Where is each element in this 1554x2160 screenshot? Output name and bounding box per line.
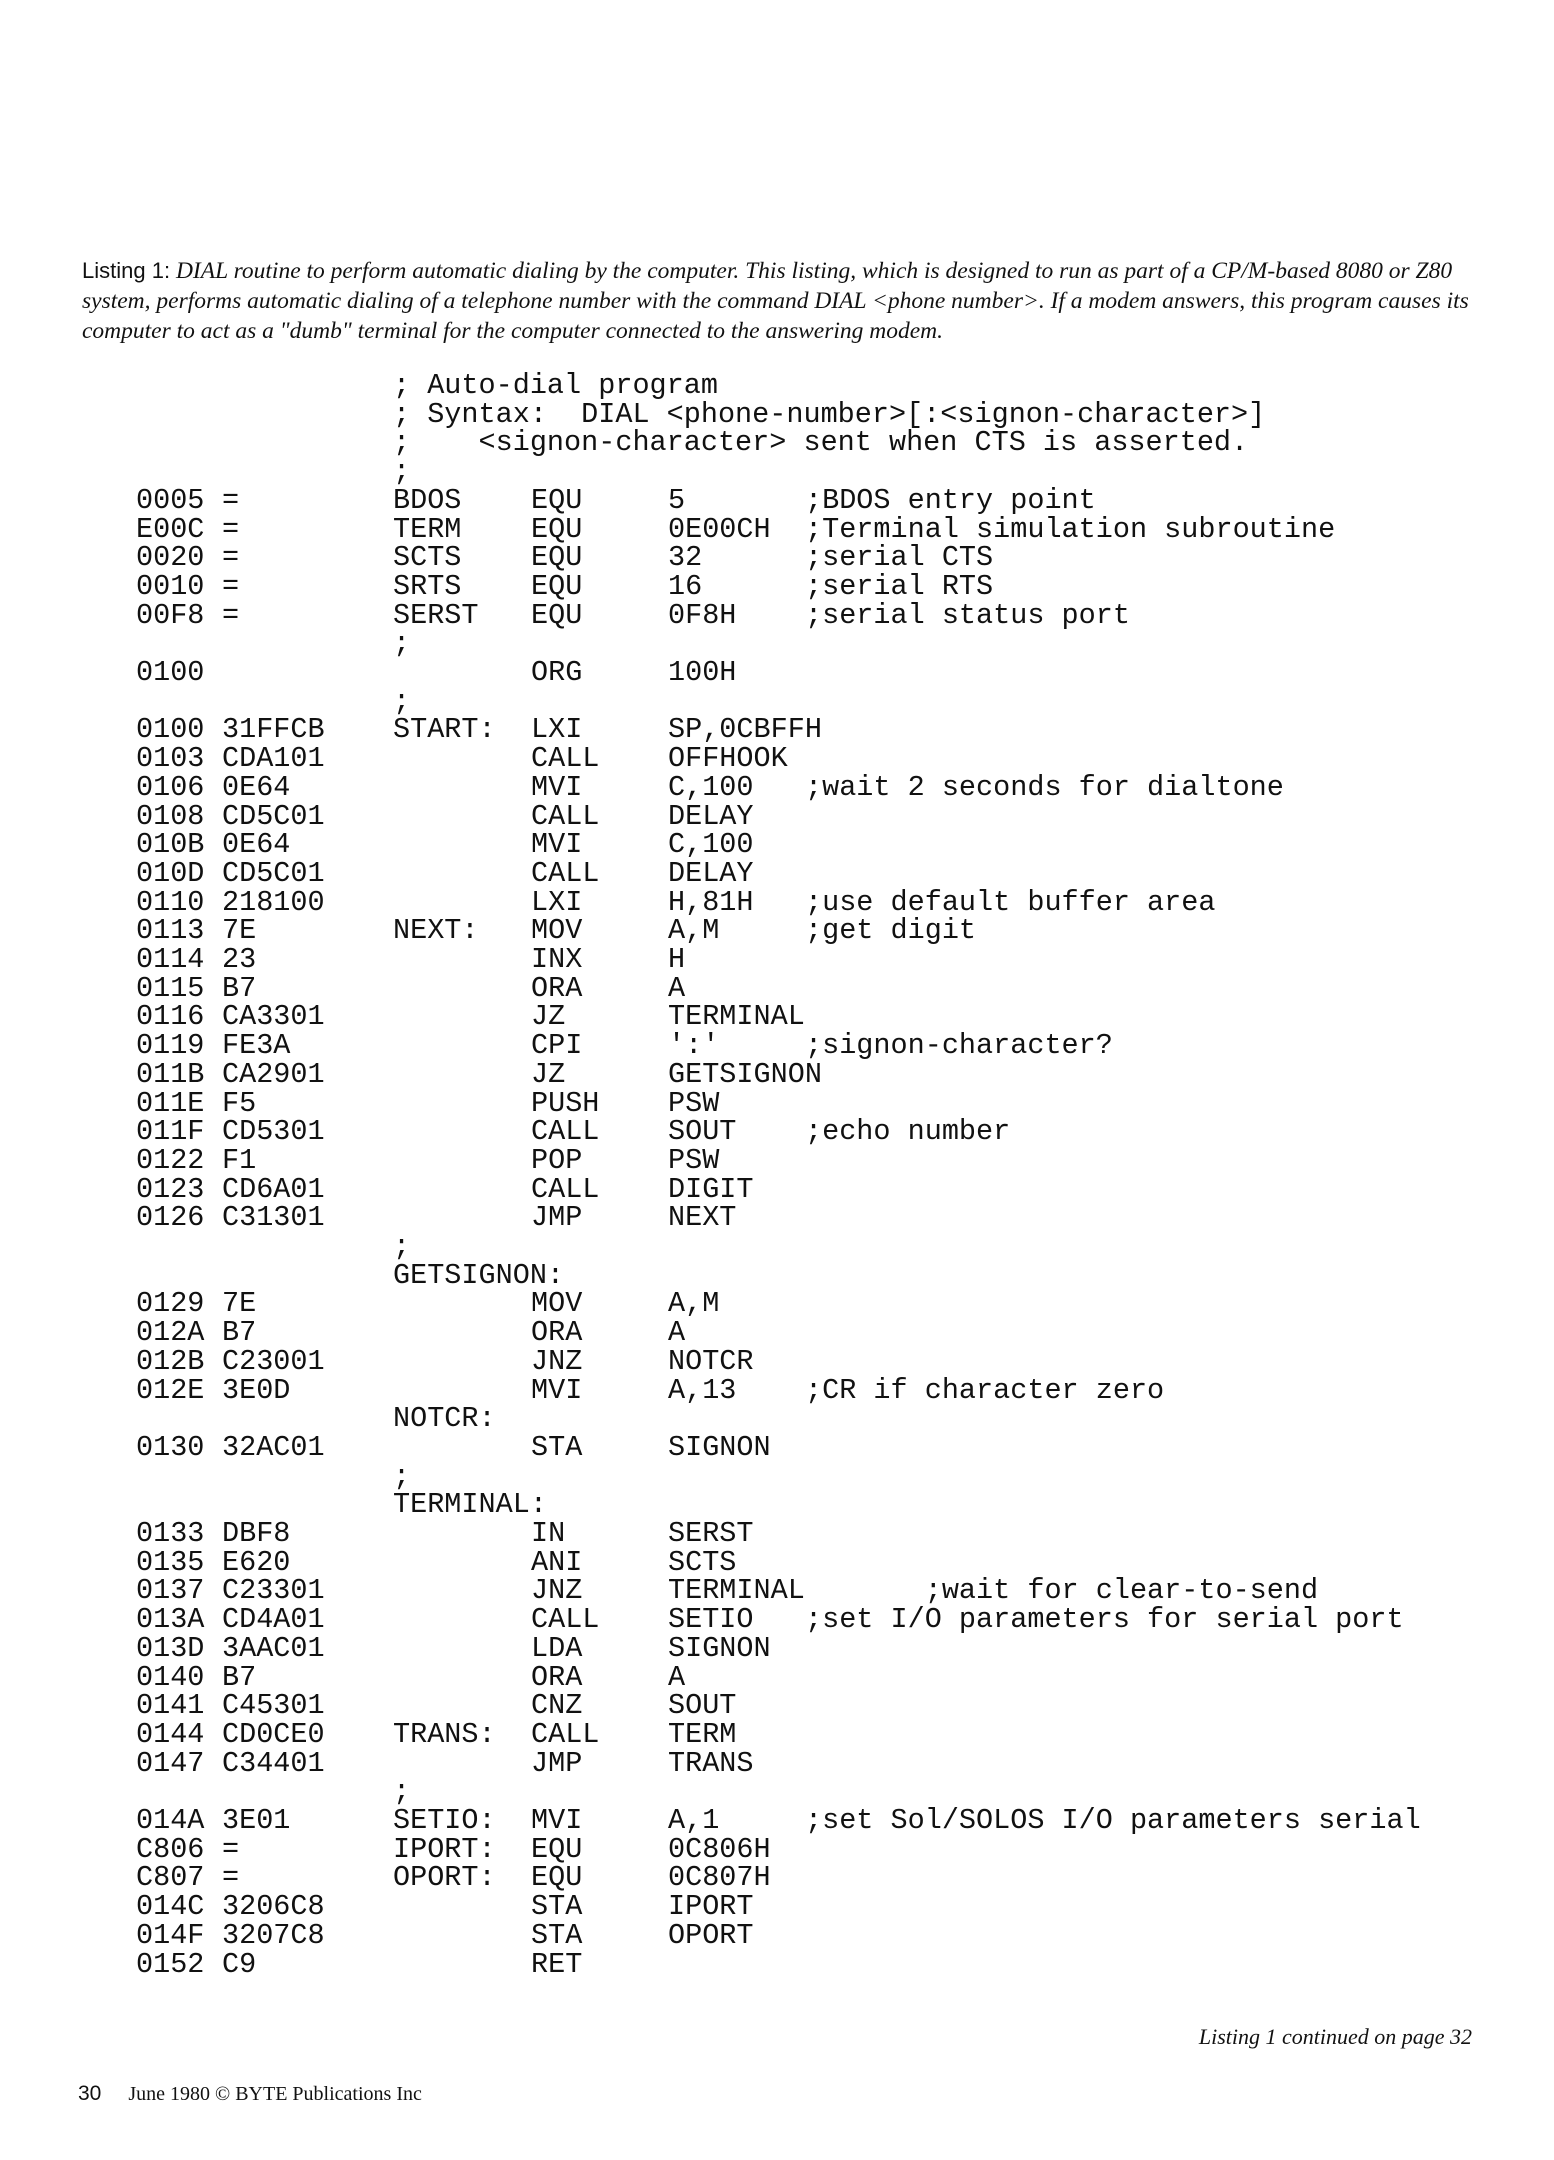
line-operand: DELAY <box>668 799 754 833</box>
line-address: 010B <box>136 828 205 862</box>
line-machine-code: = <box>222 598 240 632</box>
line-machine-code: 3E01 <box>222 1804 291 1837</box>
line-operand: A,M <box>668 914 720 948</box>
line-opcode: CNZ <box>531 1689 583 1723</box>
line-address: 0010 <box>136 569 205 603</box>
line-operand: 16 <box>668 569 703 603</box>
line-machine-code: = <box>222 569 240 603</box>
line-address: 0115 <box>136 971 205 1005</box>
header-line: ; Auto-dial program <box>393 369 718 402</box>
line-operand: GETSIGNON <box>668 1057 822 1091</box>
line-operand: OPORT <box>668 1918 754 1952</box>
line-opcode: ORG <box>531 656 583 689</box>
line-comment: ;BDOS entry point <box>805 483 1096 517</box>
line-opcode: MOV <box>531 914 583 948</box>
line-operand: SETIO <box>668 1603 754 1637</box>
line-operand: TERMINAL <box>668 1574 805 1608</box>
line-comment: ;echo number <box>805 1115 1011 1149</box>
line-machine-code: FE3A <box>222 1029 291 1063</box>
line-opcode: EQU <box>531 569 583 603</box>
line-address: 011F <box>136 1115 205 1149</box>
line-machine-code: F5 <box>222 1086 257 1120</box>
line-address: 0141 <box>136 1689 205 1723</box>
line-machine-code: CA2901 <box>222 1057 325 1091</box>
line-machine-code: C31301 <box>222 1201 325 1235</box>
line-address: 010D <box>136 856 205 890</box>
line-opcode: CALL <box>531 1172 600 1206</box>
line-operand: PSW <box>668 1143 720 1177</box>
continued-note: Listing 1 continued on page 32 <box>1198 2024 1472 2049</box>
line-operand: 100H <box>668 656 737 689</box>
line-operand: 0C806H <box>668 1832 771 1866</box>
line-operand: A <box>668 1660 686 1694</box>
line-label: TERM <box>393 512 462 546</box>
line-opcode: JZ <box>531 1000 566 1034</box>
line-machine-code: = <box>222 1861 240 1895</box>
line-address: 0137 <box>136 1574 205 1608</box>
line-machine-code: = <box>222 541 240 575</box>
line-address: 0130 <box>136 1430 205 1464</box>
line-comment: ;wait 2 seconds for dialtone <box>805 770 1284 804</box>
line-opcode: CALL <box>531 1717 600 1751</box>
line-opcode: CALL <box>531 1603 600 1637</box>
line-opcode: MVI <box>531 1804 583 1837</box>
line-operand: NOTCR <box>668 1344 754 1378</box>
line-label: NOTCR: <box>393 1402 496 1436</box>
line-operand: OFFHOOK <box>668 742 788 776</box>
line-address: 0119 <box>136 1029 205 1063</box>
line-label: START: <box>393 713 496 747</box>
line-operand: PSW <box>668 1086 720 1120</box>
line-label: TERMINAL: <box>393 1488 547 1522</box>
line-opcode: EQU <box>531 598 583 632</box>
line-machine-code: DBF8 <box>222 1517 291 1550</box>
line-opcode: EQU <box>531 1832 583 1866</box>
line-machine-code: CD5C01 <box>222 856 325 890</box>
line-operand: ':' <box>668 1029 720 1063</box>
line-operand: C,100 <box>668 828 754 862</box>
caption-text: DIAL routine to perform automatic dialing by the computer. This listing, which is designed to run as part of a CP/M-based 8080 or Z80 system, performs automatic dialing of a telephone number with the command DIAL <phone number>. If a modem answers, this program causes its computer to act as a "dumb" terminal for the computer connected to the answering modem. <box>82 258 1469 344</box>
line-opcode: CALL <box>531 742 600 776</box>
line-operand: SP,0CBFFH <box>668 713 822 747</box>
line-machine-code: F1 <box>222 1143 257 1177</box>
line-opcode: MVI <box>531 1373 583 1407</box>
line-address: 013D <box>136 1631 205 1665</box>
line-operand: SIGNON <box>668 1631 771 1665</box>
line-machine-code: CDA101 <box>222 742 325 776</box>
line-address: 0114 <box>136 943 205 976</box>
line-label: OPORT: <box>393 1861 496 1895</box>
line-operand: H <box>668 943 686 976</box>
line-operand: H,81H <box>668 885 754 919</box>
header-line: ; Syntax: DIAL <phone-number>[:<signon-character>] <box>393 397 1266 431</box>
line-operand: SERST <box>668 1517 754 1550</box>
line-opcode: STA <box>531 1890 583 1924</box>
line-address: 0144 <box>136 1717 205 1751</box>
line-label: ; <box>393 1775 411 1809</box>
line-comment: ;wait for clear-to-send <box>805 1574 1319 1608</box>
line-opcode: LXI <box>531 885 583 919</box>
line-machine-code: C23001 <box>222 1344 325 1378</box>
line-operand: SOUT <box>668 1115 737 1149</box>
line-address: 0122 <box>136 1143 205 1177</box>
line-operand: SOUT <box>668 1689 737 1723</box>
line-opcode: EQU <box>531 541 583 575</box>
line-opcode: CALL <box>531 1115 600 1149</box>
line-address: 0100 <box>136 656 205 689</box>
line-machine-code: 23 <box>222 943 257 976</box>
line-operand: C,100 <box>668 770 754 804</box>
line-address: 0113 <box>136 914 205 948</box>
line-label: ; <box>393 684 411 718</box>
line-machine-code: B7 <box>222 1316 257 1350</box>
line-opcode: STA <box>531 1430 583 1464</box>
line-address: E00C <box>136 512 205 546</box>
line-label: SRTS <box>393 569 462 603</box>
line-opcode: JNZ <box>531 1344 583 1378</box>
line-address: 011B <box>136 1057 205 1091</box>
line-address: 0020 <box>136 541 205 575</box>
line-address: C806 <box>136 1832 205 1866</box>
line-machine-code: C45301 <box>222 1689 325 1723</box>
line-comment: ;serial status port <box>805 598 1130 632</box>
line-opcode: EQU <box>531 512 583 546</box>
line-address: 0126 <box>136 1201 205 1235</box>
line-opcode: JMP <box>531 1201 583 1235</box>
line-opcode: ORA <box>531 1316 583 1350</box>
line-opcode: ORA <box>531 1660 583 1694</box>
line-label: ; <box>393 1230 411 1263</box>
line-operand: 0F8H <box>668 598 737 632</box>
line-address: 0140 <box>136 1660 205 1694</box>
page-footer <box>78 2082 422 2106</box>
line-machine-code: 3AAC01 <box>222 1631 325 1665</box>
line-machine-code: B7 <box>222 971 257 1005</box>
line-address: 0108 <box>136 799 205 833</box>
line-comment: ;set I/O parameters for serial port <box>805 1603 1404 1637</box>
line-comment: ;use default buffer area <box>805 885 1216 919</box>
line-machine-code: CD6A01 <box>222 1172 325 1206</box>
line-comment: ;get digit <box>805 914 977 948</box>
line-opcode: JMP <box>531 1746 583 1780</box>
line-comment: ;Terminal simulation subroutine <box>805 512 1336 546</box>
caption-lead: Listing 1: <box>82 258 171 283</box>
line-machine-code: 0E64 <box>222 828 291 862</box>
line-machine-code: 7E <box>222 914 257 948</box>
line-operand: A,M <box>668 1287 720 1321</box>
line-address: 0129 <box>136 1287 205 1321</box>
line-machine-code: C23301 <box>222 1574 325 1608</box>
line-opcode: PUSH <box>531 1086 600 1120</box>
line-machine-code: E620 <box>222 1545 291 1579</box>
line-address: 0106 <box>136 770 205 804</box>
line-machine-code: 31FFCB <box>222 713 325 747</box>
line-opcode: LXI <box>531 713 583 747</box>
header-line: ; <box>393 455 411 489</box>
line-address: 0133 <box>136 1517 205 1550</box>
line-operand: TRANS <box>668 1746 754 1780</box>
line-machine-code: = <box>222 1832 240 1866</box>
line-label: SETIO: <box>393 1804 496 1837</box>
line-label: SERST <box>393 598 479 632</box>
line-address: 0135 <box>136 1545 205 1579</box>
line-opcode: JZ <box>531 1057 566 1091</box>
line-address: 014F <box>136 1918 205 1952</box>
line-operand: DELAY <box>668 856 754 890</box>
line-opcode: MVI <box>531 770 583 804</box>
line-label: SCTS <box>393 541 462 575</box>
line-comment: ;signon-character? <box>805 1029 1113 1063</box>
line-operand: A <box>668 971 686 1005</box>
line-machine-code: CA3301 <box>222 1000 325 1034</box>
line-address: 014C <box>136 1890 205 1924</box>
line-address: 011E <box>136 1086 205 1120</box>
line-opcode: POP <box>531 1143 583 1177</box>
line-machine-code: 3207C8 <box>222 1918 325 1952</box>
line-address: 0152 <box>136 1947 205 1981</box>
line-operand: A,13 <box>668 1373 737 1407</box>
line-comment: ;serial CTS <box>805 541 994 575</box>
line-address: 0005 <box>136 483 205 517</box>
line-address: 0147 <box>136 1746 205 1780</box>
line-opcode: JNZ <box>531 1574 583 1608</box>
line-machine-code: = <box>222 483 240 517</box>
line-operand: TERM <box>668 1717 737 1751</box>
line-label: TRANS: <box>393 1717 496 1751</box>
line-opcode: LDA <box>531 1631 583 1665</box>
line-opcode: STA <box>531 1918 583 1952</box>
line-opcode: EQU <box>531 1861 583 1895</box>
line-address: 012B <box>136 1344 205 1378</box>
line-machine-code: C9 <box>222 1947 257 1981</box>
line-machine-code: CD5C01 <box>222 799 325 833</box>
line-operand: SCTS <box>668 1545 737 1579</box>
line-opcode: EQU <box>531 483 583 517</box>
line-address: C807 <box>136 1861 205 1895</box>
line-comment: ;CR if character zero <box>805 1373 1165 1407</box>
line-machine-code: 0E64 <box>222 770 291 804</box>
line-address: 00F8 <box>136 598 205 632</box>
line-comment: ;serial RTS <box>805 569 994 603</box>
header-line: ; <signon-character> sent when CTS is asserted. <box>393 426 1249 460</box>
line-operand: NEXT <box>668 1201 737 1235</box>
line-label: ; <box>393 1459 411 1493</box>
line-operand: 0E00CH <box>668 512 771 546</box>
page-number: 30 <box>78 2082 102 2105</box>
publication-line: June 1980 © BYTE Publications Inc <box>128 2083 422 2105</box>
line-address: 0116 <box>136 1000 205 1034</box>
line-machine-code: = <box>222 512 240 546</box>
line-operand: TERMINAL <box>668 1000 805 1034</box>
line-label: GETSIGNON: <box>393 1258 565 1292</box>
line-address: 013A <box>136 1603 205 1637</box>
line-address: 0123 <box>136 1172 205 1206</box>
line-opcode: CALL <box>531 799 600 833</box>
line-machine-code: CD0CE0 <box>222 1717 325 1751</box>
line-machine-code: CD5301 <box>222 1115 325 1149</box>
line-opcode: RET <box>531 1947 583 1981</box>
line-label: BDOS <box>393 483 462 517</box>
line-opcode: INX <box>531 943 583 976</box>
line-machine-code: B7 <box>222 1660 257 1694</box>
line-address: 0100 <box>136 713 205 747</box>
line-operand: 5 <box>668 483 686 517</box>
line-opcode: ORA <box>531 971 583 1005</box>
line-operand: 32 <box>668 541 703 575</box>
line-address: 014A <box>136 1804 205 1837</box>
line-operand: DIGIT <box>668 1172 754 1206</box>
line-operand: 0C807H <box>668 1861 771 1895</box>
line-opcode: CALL <box>531 856 600 890</box>
line-opcode: CPI <box>531 1029 583 1063</box>
line-machine-code: 32AC01 <box>222 1430 325 1464</box>
line-machine-code: 3E0D <box>222 1373 291 1407</box>
line-machine-code: C34401 <box>222 1746 325 1780</box>
line-address: 0103 <box>136 742 205 776</box>
line-label: NEXT: <box>393 914 479 948</box>
line-operand: A <box>668 1316 686 1350</box>
line-machine-code: 218100 <box>222 885 325 919</box>
line-opcode: IN <box>531 1517 566 1550</box>
line-opcode: MVI <box>531 828 583 862</box>
line-machine-code: 7E <box>222 1287 257 1321</box>
line-address: 012A <box>136 1316 205 1350</box>
line-address: 012E <box>136 1373 205 1407</box>
line-machine-code: 3206C8 <box>222 1890 325 1924</box>
line-opcode: MOV <box>531 1287 583 1321</box>
line-label: ; <box>393 627 411 661</box>
line-operand: IPORT <box>668 1890 754 1924</box>
line-operand: SIGNON <box>668 1430 771 1464</box>
line-operand: A,1 <box>668 1804 720 1837</box>
line-comment: ;set Sol/SOLOS I/O parameters serial <box>805 1804 1421 1837</box>
line-machine-code: CD4A01 <box>222 1603 325 1637</box>
line-address: 0110 <box>136 885 205 919</box>
line-opcode: ANI <box>531 1545 583 1579</box>
line-label: IPORT: <box>393 1832 496 1866</box>
